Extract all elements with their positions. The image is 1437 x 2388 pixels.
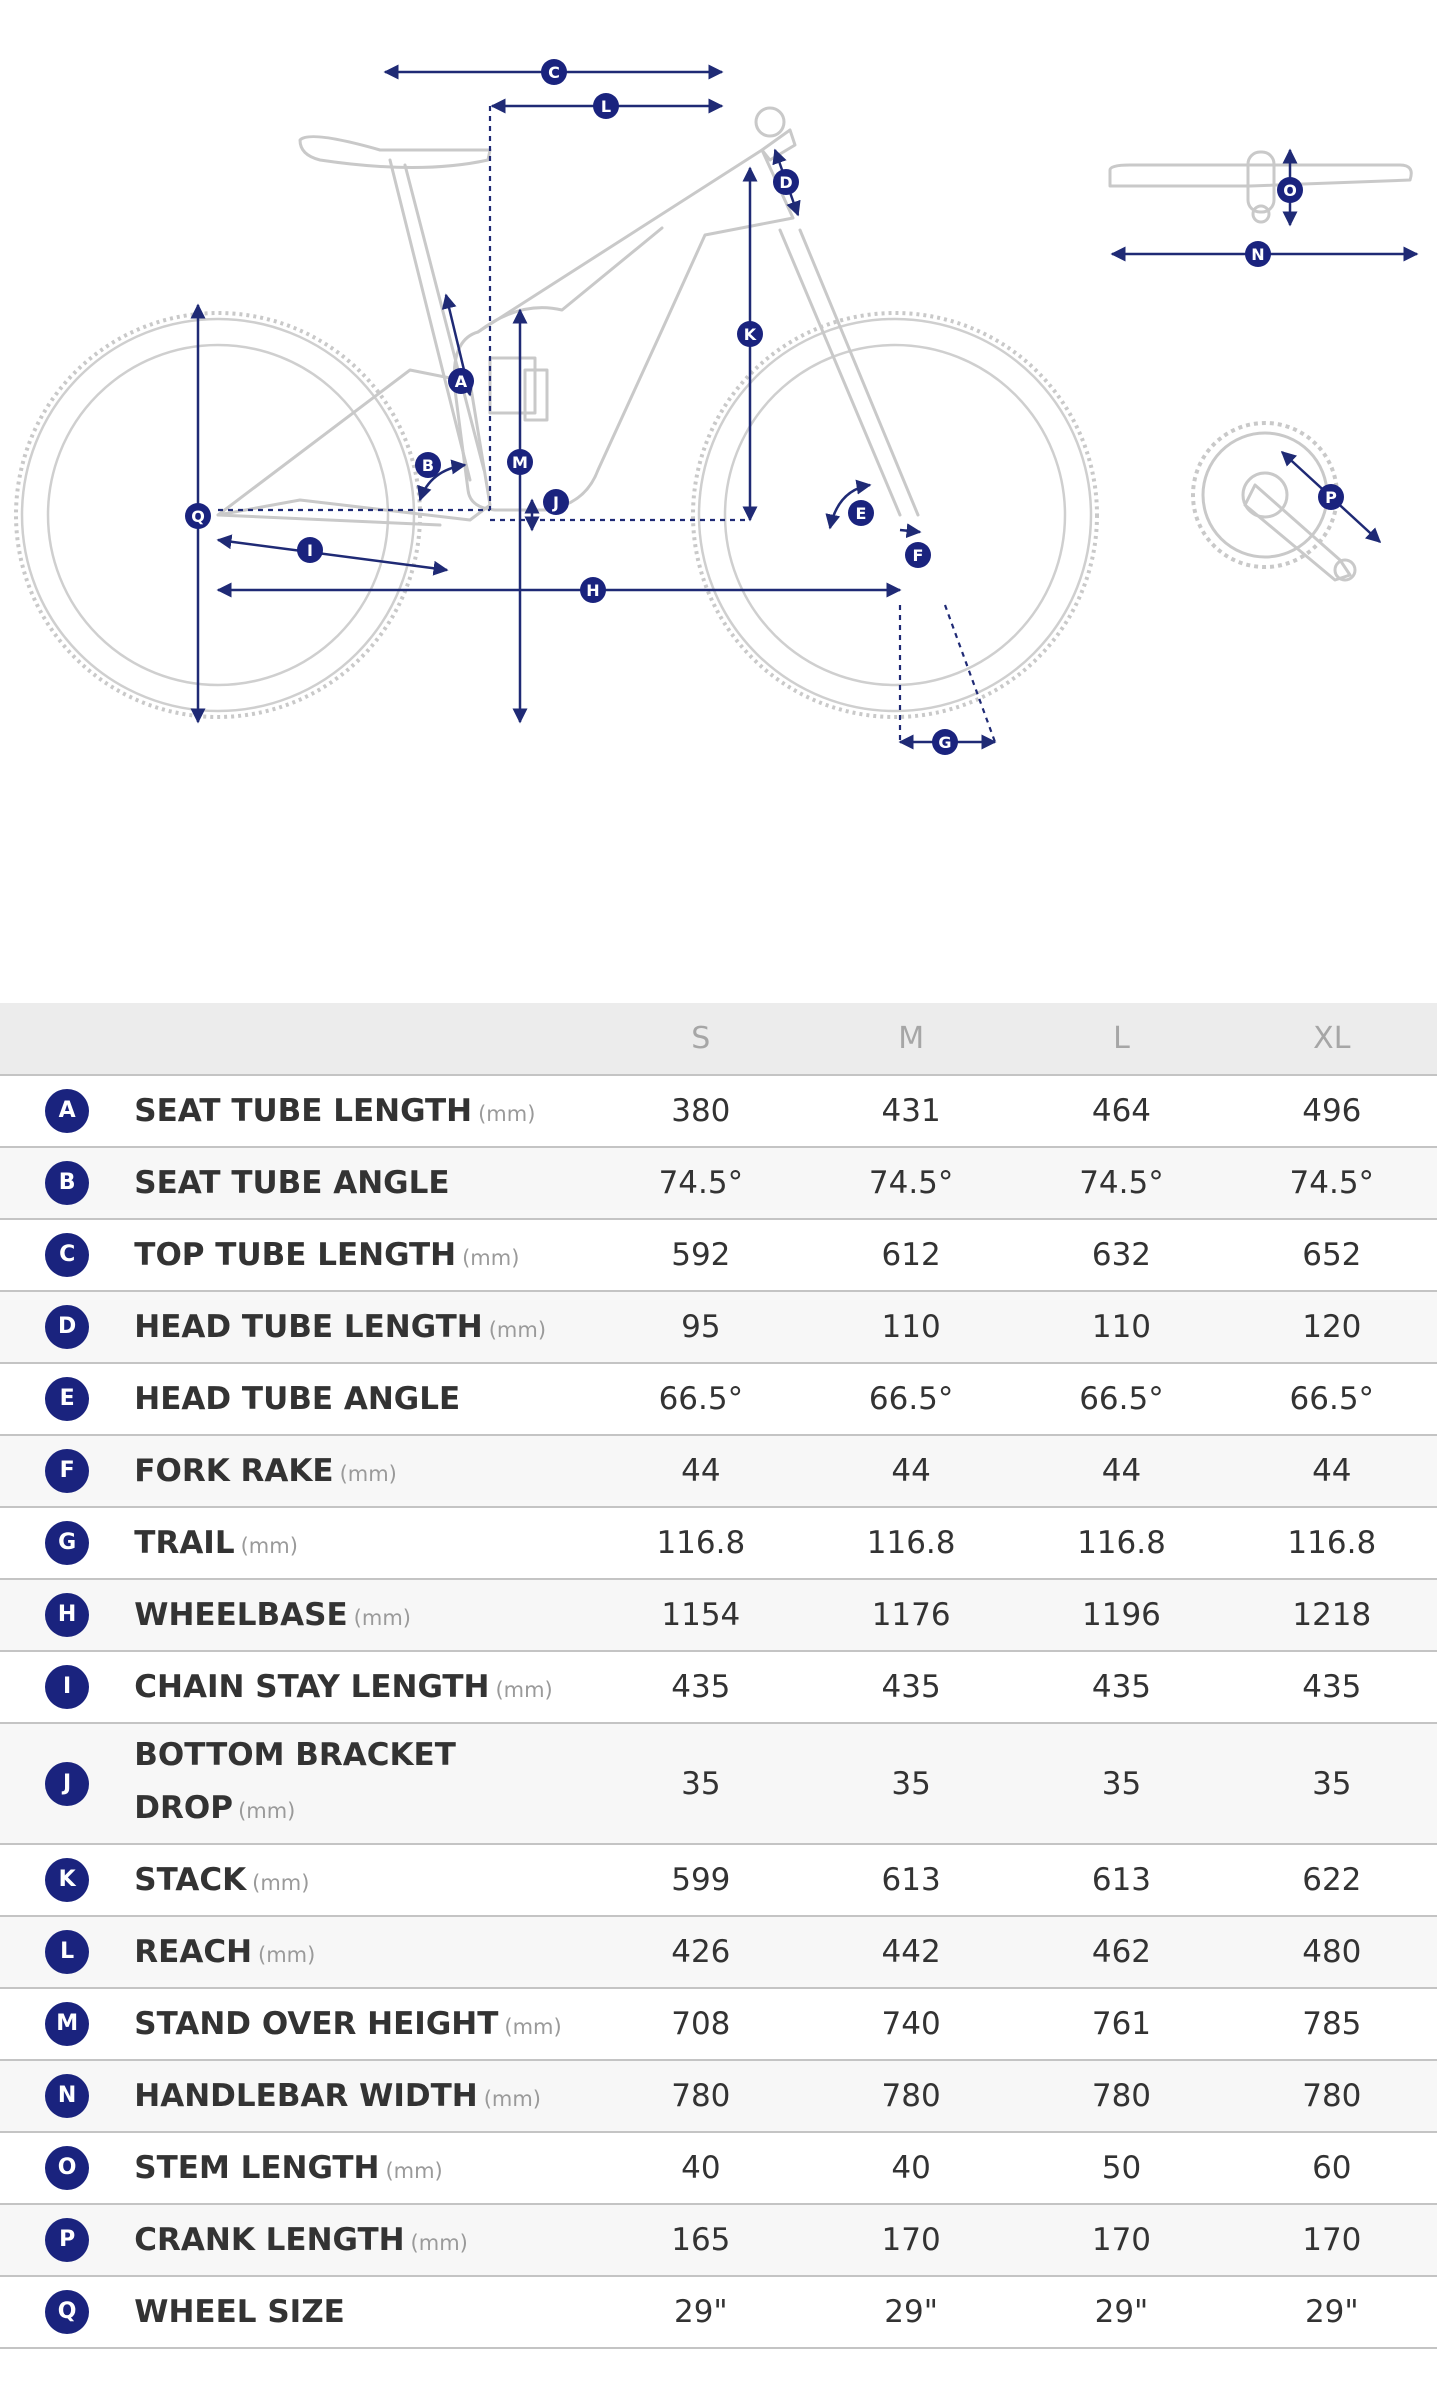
svg-text:I: I — [307, 541, 313, 560]
value-s: 780 — [671, 2078, 731, 2114]
value-xl: 74.5° — [1289, 1165, 1375, 1201]
value-l: 613 — [1091, 1862, 1152, 1898]
value-m: 40 — [891, 2150, 931, 2186]
value-l: 761 — [1091, 2006, 1152, 2042]
table-row — [0, 2060, 1437, 2132]
measurement-name: HANDLEBAR WIDTH — [134, 2078, 478, 2114]
value-l: 29" — [1094, 2294, 1149, 2330]
value-m: 780 — [881, 2078, 941, 2114]
value-l: 44 — [1101, 1453, 1142, 1489]
measurement-unit: (mm) — [238, 1798, 296, 1823]
value-xl: 120 — [1302, 1309, 1362, 1345]
value-l: 50 — [1101, 2150, 1142, 2186]
table-row — [0, 1147, 1437, 1219]
svg-text:F: F — [912, 546, 924, 565]
measurement-name: REACH — [134, 1934, 253, 1970]
value-m: 66.5° — [868, 1381, 954, 1417]
diagram-label-p — [1318, 484, 1344, 510]
diagram-label-k — [737, 321, 763, 347]
table-row — [0, 1916, 1437, 1988]
value-s: 708 — [671, 2006, 731, 2042]
measurement-letter-badge: E — [45, 1377, 89, 1421]
value-s: 44 — [681, 1453, 721, 1489]
value-s: 435 — [671, 1669, 731, 1705]
measurement-letter-badge: Q — [45, 2290, 89, 2334]
measurement-name: TRAIL — [134, 1525, 235, 1561]
value-m: 74.5° — [868, 1165, 954, 1201]
measurement-unit: (mm) — [353, 1606, 411, 1630]
measurement-unit: (mm) — [258, 1943, 316, 1967]
value-xl: 1218 — [1292, 1597, 1372, 1633]
measurement-unit: (mm) — [385, 2159, 443, 2183]
header-blank — [0, 1003, 134, 1075]
measurement-letter-badge: F — [45, 1449, 89, 1493]
value-m: 613 — [881, 1862, 941, 1898]
svg-text:G: G — [938, 733, 952, 752]
value-s: 1154 — [661, 1597, 741, 1633]
measurement-unit: (mm) — [252, 1871, 310, 1895]
value-s: 40 — [681, 2150, 721, 2186]
value-xl: 622 — [1302, 1862, 1362, 1898]
measurement-letter-badge: C — [45, 1233, 89, 1277]
value-s: 592 — [671, 1237, 731, 1273]
value-l: 1196 — [1082, 1597, 1161, 1633]
measurement-letter-badge: I — [45, 1665, 89, 1709]
measurement-name: WHEEL SIZE — [134, 2294, 345, 2330]
svg-text:K: K — [743, 325, 757, 344]
size-header-s: S — [691, 1021, 711, 1056]
size-header-xl: XL — [1313, 1021, 1351, 1056]
measurement-name: FORK RAKE — [134, 1453, 334, 1489]
front-wheel — [693, 313, 1097, 717]
svg-text:Q: Q — [191, 507, 205, 526]
size-header-row — [0, 1003, 1437, 1075]
diagram-label-i — [297, 537, 323, 563]
diagram-label-m — [507, 449, 533, 475]
diagram-label-d — [773, 169, 799, 195]
value-l: 170 — [1091, 2222, 1152, 2258]
diagram-label-l — [593, 93, 619, 119]
value-xl: 66.5° — [1289, 1381, 1375, 1417]
value-m: 435 — [881, 1669, 941, 1705]
svg-text:N: N — [1251, 245, 1265, 264]
measurement-unit: (mm) — [495, 1678, 553, 1702]
geometry-table — [0, 1003, 1437, 2349]
measurement-name: SEAT TUBE LENGTH — [134, 1093, 473, 1129]
measurement-unit: (mm) — [462, 1246, 520, 1270]
header-blank-name — [134, 1003, 595, 1075]
measurement-letter-badge: A — [45, 1089, 89, 1133]
svg-text:D: D — [779, 173, 793, 192]
value-xl: 785 — [1302, 2006, 1362, 2042]
measurement-letter-badge: M — [45, 2002, 89, 2046]
measurement-name: STACK — [134, 1862, 247, 1898]
svg-text:O: O — [1283, 181, 1297, 200]
value-m: 612 — [881, 1237, 941, 1273]
measurement-unit: (mm) — [483, 2087, 541, 2111]
value-m: 442 — [881, 1934, 941, 1970]
value-m: 29" — [884, 2294, 938, 2330]
measurement-name: TOP TUBE LENGTH — [134, 1237, 457, 1273]
table-row — [0, 1723, 1437, 1844]
diagram-label-n — [1245, 241, 1271, 267]
svg-text:J: J — [553, 493, 559, 512]
measurement-letter-badge: N — [45, 2074, 89, 2118]
table-row — [0, 1988, 1437, 2060]
diagram-label-h — [580, 577, 606, 603]
measurement-letter-badge: L — [45, 1930, 89, 1974]
svg-text:P: P — [1325, 488, 1337, 507]
svg-text:E: E — [855, 504, 867, 523]
diagram-label-b — [415, 452, 441, 478]
value-xl: 116.8 — [1287, 1525, 1377, 1561]
measurement-letter-badge: D — [45, 1305, 89, 1349]
value-m: 740 — [881, 2006, 941, 2042]
measurement-unit: (mm) — [478, 1102, 536, 1126]
table-row — [0, 2204, 1437, 2276]
value-s: 165 — [671, 2222, 731, 2258]
value-xl: 44 — [1312, 1453, 1352, 1489]
value-l: 35 — [1101, 1765, 1142, 1802]
diagram-label-g — [932, 729, 958, 755]
value-s: 426 — [671, 1934, 731, 1970]
measurement-name: SEAT TUBE ANGLE — [134, 1165, 450, 1201]
svg-text:A: A — [454, 372, 468, 391]
table-row — [0, 1435, 1437, 1507]
table-row — [0, 1844, 1437, 1916]
table-row — [0, 1651, 1437, 1723]
value-m: 170 — [881, 2222, 941, 2258]
measurement-name: HEAD TUBE LENGTH — [134, 1309, 483, 1345]
measurement-unit: (mm) — [488, 1318, 547, 1342]
value-l: 780 — [1091, 2078, 1152, 2114]
measurement-name: STEM LENGTH — [134, 2150, 380, 2186]
table-row — [0, 1363, 1437, 1435]
value-m: 44 — [891, 1453, 931, 1489]
measurement-letter-badge: B — [45, 1161, 89, 1205]
measurement-unit: (mm) — [339, 1462, 397, 1486]
measurement-letter-badge: H — [45, 1593, 89, 1637]
table-row — [0, 2276, 1437, 2348]
value-xl: 496 — [1302, 1093, 1362, 1129]
measurement-letter-badge: O — [45, 2146, 89, 2190]
measurement-letter-badge: K — [45, 1858, 89, 1902]
diagram-label-c — [541, 59, 567, 85]
measurement-letter-badge: P — [45, 2218, 89, 2262]
diagram-label-j — [543, 489, 569, 515]
measurement-name: STAND OVER HEIGHT — [134, 2006, 499, 2042]
value-s: 74.5° — [658, 1165, 744, 1201]
table-row — [0, 1507, 1437, 1579]
handlebar-detail — [1110, 152, 1411, 222]
diagram-label-e — [848, 500, 874, 526]
value-s: 66.5° — [658, 1381, 744, 1417]
value-xl: 480 — [1302, 1934, 1362, 1970]
value-l: 435 — [1091, 1669, 1152, 1705]
value-m: 116.8 — [866, 1525, 956, 1561]
svg-text:B: B — [421, 456, 435, 475]
value-xl: 60 — [1312, 2150, 1352, 2186]
measurement-name: HEAD TUBE ANGLE — [134, 1381, 461, 1417]
measurement-letter-badge: G — [45, 1521, 89, 1565]
svg-text:M: M — [512, 453, 528, 472]
value-l: 632 — [1091, 1237, 1152, 1273]
value-xl: 652 — [1302, 1237, 1362, 1273]
value-m: 431 — [881, 1093, 941, 1129]
diagram-label-f — [905, 542, 931, 568]
value-xl: 780 — [1302, 2078, 1362, 2114]
measurement-unit: (mm) — [410, 2231, 468, 2255]
value-l: 116.8 — [1077, 1525, 1166, 1561]
value-xl: 35 — [1312, 1765, 1352, 1802]
value-m: 110 — [881, 1309, 941, 1345]
value-s: 95 — [681, 1309, 721, 1345]
table-row — [0, 1075, 1437, 1147]
measurement-name: BOTTOM BRACKET DROP — [134, 1736, 456, 1826]
table-row — [0, 1579, 1437, 1651]
value-s: 35 — [681, 1765, 721, 1802]
value-l: 66.5° — [1079, 1381, 1164, 1417]
measurement-unit: (mm) — [504, 2015, 562, 2039]
svg-text:H: H — [586, 581, 600, 600]
table-row — [0, 2132, 1437, 2204]
size-header-m: M — [898, 1021, 925, 1056]
bike-geometry-diagram — [0, 0, 1437, 1000]
value-xl: 170 — [1302, 2222, 1362, 2258]
measurement-letter-badge: J — [45, 1762, 89, 1806]
value-l: 462 — [1091, 1934, 1152, 1970]
diagram-label-q — [185, 503, 211, 529]
diagram-label-a — [448, 368, 474, 394]
bike-frame — [218, 108, 918, 525]
table-row — [0, 1291, 1437, 1363]
svg-text:C: C — [548, 63, 560, 82]
value-l: 74.5° — [1079, 1165, 1164, 1201]
value-s: 380 — [671, 1093, 731, 1129]
measurement-name: CRANK LENGTH — [134, 2222, 405, 2258]
measurement-name: CHAIN STAY LENGTH — [134, 1669, 490, 1705]
svg-text:L: L — [600, 97, 612, 116]
value-s: 116.8 — [656, 1525, 746, 1561]
measurement-unit: (mm) — [240, 1534, 298, 1558]
value-l: 110 — [1091, 1309, 1152, 1345]
value-m: 35 — [891, 1765, 931, 1802]
value-l: 464 — [1091, 1093, 1152, 1129]
measurement-name: WHEELBASE — [134, 1597, 348, 1633]
size-header-l: L — [1113, 1021, 1130, 1056]
value-s: 599 — [671, 1862, 731, 1898]
value-xl: 29" — [1304, 2294, 1359, 2330]
table-row — [0, 1219, 1437, 1291]
diagram-label-o — [1277, 177, 1303, 203]
value-s: 29" — [673, 2294, 728, 2330]
value-xl: 435 — [1302, 1669, 1362, 1705]
value-m: 1176 — [871, 1597, 951, 1633]
